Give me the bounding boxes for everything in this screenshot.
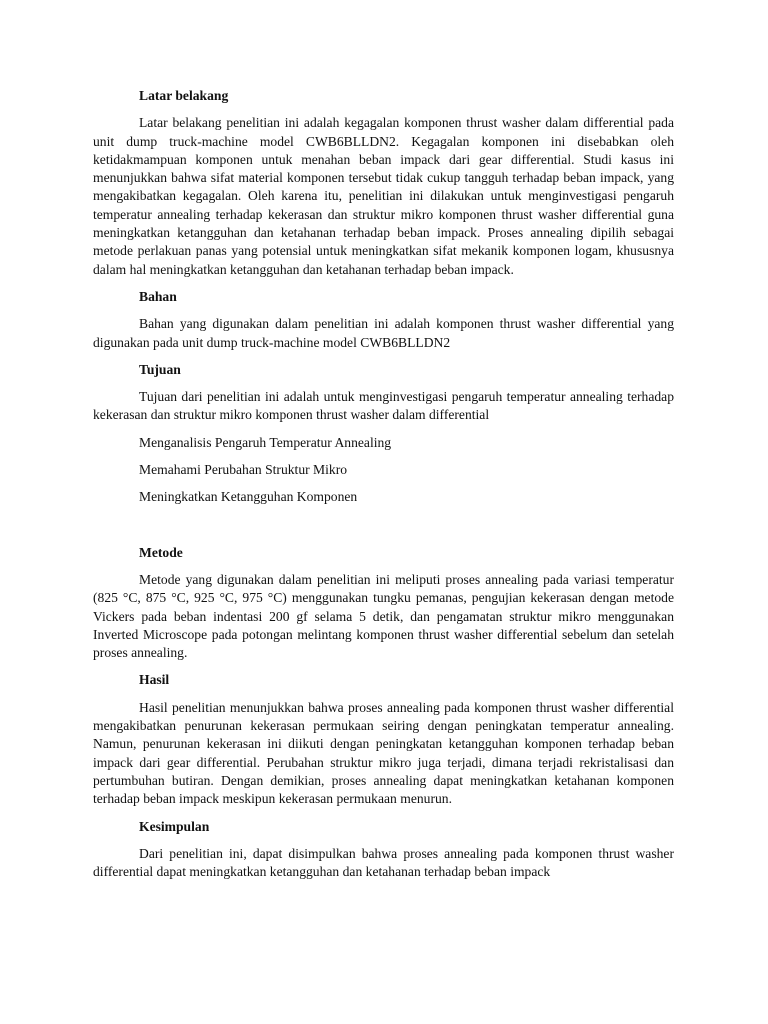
heading-results: Hasil — [139, 672, 170, 688]
heading-material: Bahan — [139, 288, 177, 304]
heading-background: Latar belakang — [139, 88, 229, 103]
objective-item: Menganalisis Pengaruh Temperatur Annealing — [139, 434, 392, 450]
objective-item: Memahami Perubahan Struktur Mikro — [139, 462, 348, 478]
paragraph-material: Bahan yang digunakan dalam penelitian ini adalah komponen thrust washer differential yang digunakan pada unit dump truck-machine model CWB6BLLDN2 — [93, 316, 674, 350]
blank-line — [93, 516, 674, 544]
paragraph-method: Metode yang digunakan dalam penelitian ini meliputi proses annealing pada variasi temperatur (825 °C, 875 °C, 925 °C, 975 °C) menggunakan tungku pemanas, pengujian kekerasan dengan metode Vickers pada beban indentasi 200 gf selama 5 detik, dan pengamatan struktur mikro menggunakan Inverted Microscope pada potongan melintang komponen thrust washer differential sebelum dan setelah proses annealing. — [93, 571, 674, 661]
paragraph-objective: Tujuan dari penelitian ini adalah untuk menginvestigasi pengaruh temperatur annealing terhadap kekerasan dan struktur mikro komponen thrust washer dalam differential — [93, 389, 674, 423]
paragraph-conclusion: Dari penelitian ini, dapat disimpulkan bahwa proses annealing pada komponen thrust washer differential dapat meningkatkan ketangguhan dan ketahanan terhadap beban impack — [93, 845, 674, 880]
heading-conclusion: Kesimpulan — [139, 818, 210, 834]
document-body — [93, 87, 674, 890]
objective-item: Meningkatkan Ketangguhan Komponen — [139, 489, 358, 505]
heading-objective: Tujuan — [139, 361, 181, 377]
paragraph-results: Hasil penelitian menunjukkan bahwa proses annealing pada komponen thrust washer differential mengakibatkan penurunan kekerasan permukaan seiring dengan peningkatan temperatur annealing. Namun, penurunan kekerasan ini diikuti dengan peningkatan ketangguhan komponen terhadap beban impack dari gear differential. Perubahan struktur mikro juga terjadi, dimana terjadi rekristalisasi dan pertumbuhan butiran. Dengan demikian, proses annealing dapat meningkatkan ketahanan komponen terhadap beban impack meskipun kekerasan permukaan menurun. — [93, 699, 674, 807]
paragraph-background: Latar belakang penelitian ini adalah kegagalan komponen thrust washer dalam differential pada unit dump truck-machine model CWB6BLLDN2. Kegagalan komponen ini disebabkan oleh ketidakmampuan komponen untuk menahan beban impack dari gear differential. Studi kasus ini menunjukkan bahwa sifat material komponen tersebut tidak cukup tangguh terhadap beban impack, yang mengakibatkan kegagalan. Oleh karena itu, penelitian ini dilakukan untuk menginvestigasi pengaruh temperatur annealing terhadap kekerasan dan struktur mikro komponen thrust washer differential guna meningkatkan ketangguhan dan ketahanan terhadap beban impack. Proses annealing dipilih sebagai metode perlakuan panas yang potensial untuk meningkatkan sifat mekanik komponen logam, khususnya dalam hal meningkatkan ketangguhan dan ketahanan terhadap beban impack. — [93, 115, 674, 277]
heading-method: Metode — [139, 544, 183, 560]
